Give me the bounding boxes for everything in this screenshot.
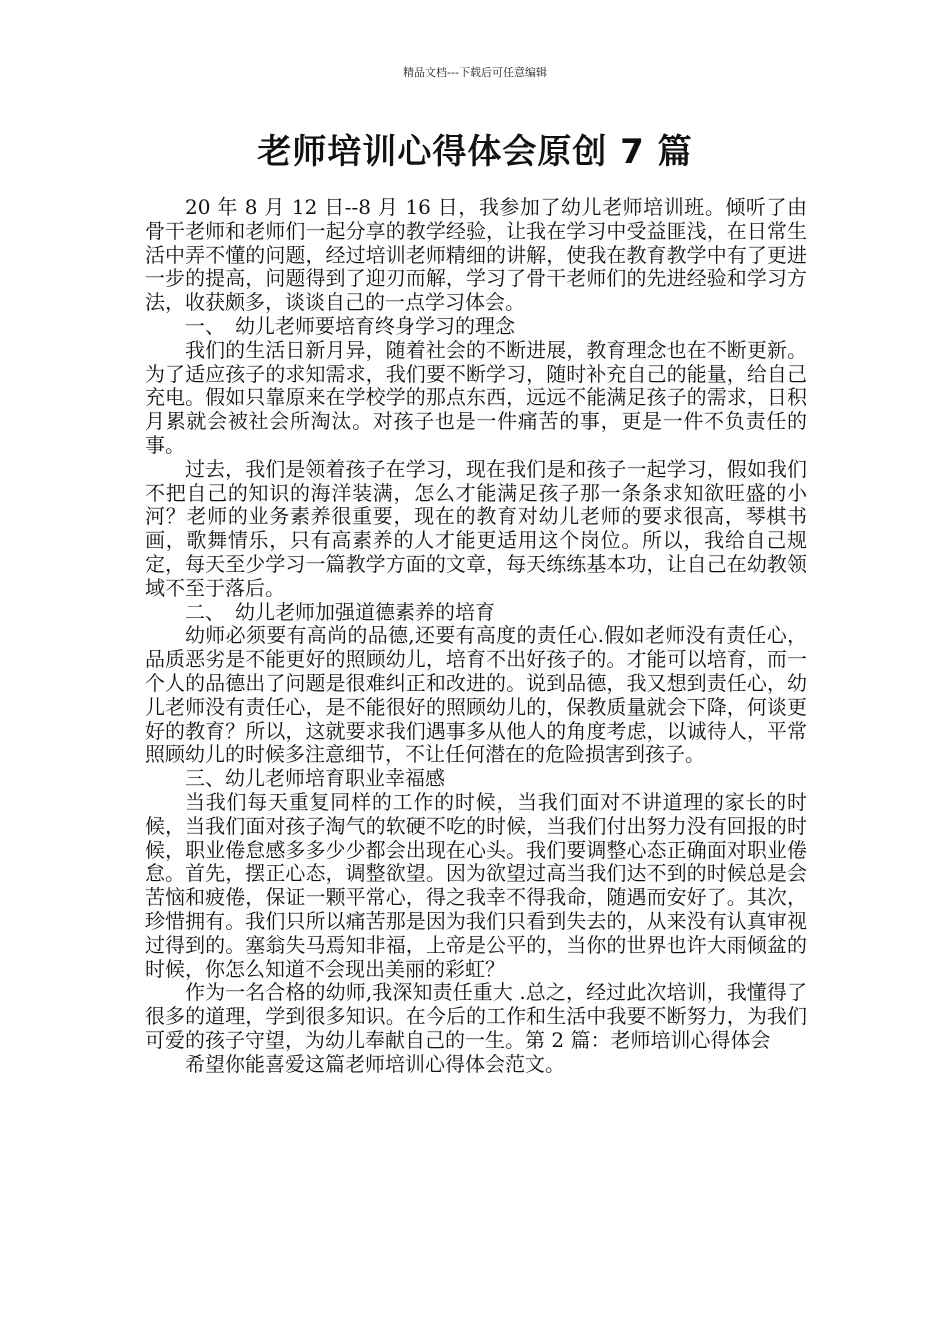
- document-title: 老师培训心得体会原创 7 篇: [257, 132, 693, 172]
- intro-paragraph: 20 年 8 月 12 日--8 月 16 日，我参加了幼儿老师培训班。倾听了由骨干老师和老师们一起分享的教学经验，让我在学习中受益匪浅，在日常生活中弄不懂的问题，经过培训老师精细的讲解，使我在教育教学中有了更进一步的提高，问题得到了迎刃而解，学习了骨干老师们的先进经验和学习方法，收获颇多，谈谈自己的一点学习体会。: [145, 195, 807, 315]
- section-heading-1: 一、 幼儿老师要培育终身学习的理念: [185, 313, 515, 338]
- section-3-paragraph: 当我们每天重复同样的工作的时候，当我们面对不讲道理的家长的时候，当我们面对孩子淘气的软硬不吃的时候，当我们付出努力没有回报的时候，职业倦怠感多多少少都会出现在心头。我们要调整心态正确面对职业倦怠。首先，摆正心态，调整欲望。因为欲望过高当我们达不到的时候总是会苦恼和疲倦，保证一颗平常心，得之我幸不得我命，随遇而安好了。其次，珍惜拥有。我们只所以痛苦那是因为我们只看到失去的，从来没有认真审视过得到的。塞翁失马焉知非福，上帝是公平的，当你的世界也许大雨倾盆的时候，你怎么知道不会现出美丽的彩虹？: [145, 789, 807, 981]
- section-1-paragraph-1: 我们的生活日新月异，随着社会的不断进展，教育理念也在不断更新。为了适应孩子的求知需求，我们要不断学习，随时补充自己的能量，给自己充电。假如只靠原来在学校学的那点东西，远远不能满足孩子的需求，日积月累就会被社会所淘汰。对孩子也是一件痛苦的事，更是一件不负责任的事。: [145, 337, 807, 457]
- page-header-note: 精品文档---下载后可任意编辑: [403, 66, 547, 79]
- conclusion-paragraph: 作为一名合格的幼师,我深知责任重大 .总之，经过此次培训，我懂得了很多的道理，学到很多知识。在今后的工作和生活中我要不断努力，为我们可爱的孩子守望，为幼儿奉献自己的一生。第 2 篇：老师培训心得体会: [145, 980, 807, 1052]
- section-1-paragraph-2: 过去，我们是领着孩子在学习，现在我们是和孩子一起学习，假如我们不把自己的知识的海洋装满，怎么才能满足孩子那一条条求知欲旺盛的小河？老师的业务素养很重要，现在的教育对幼儿老师的要求很高，琴棋书画，歌舞情乐，只有高素养的人才能更适用这个岗位。所以，我给自己规定，每天至少学习一篇教学方面的文章，每天练练基本功，让自己在幼教领域不至于落后。: [145, 456, 807, 600]
- section-heading-2: 二、 幼儿老师加强道德素养的培育: [185, 599, 495, 624]
- closing-paragraph: 希望你能喜爱这篇老师培训心得体会范文。: [185, 1051, 565, 1076]
- section-heading-3: 三、幼儿老师培育职业幸福感: [185, 766, 445, 791]
- section-2-paragraph: 幼师必须要有高尚的品德,还要有高度的责任心.假如老师没有责任心，品质恶劣是不能更好的照顾幼儿，培育不出好孩子的。才能可以培育，而一个人的品德出了问题是很难纠正和改进的。说到品德，我又想到责任心，幼儿老师没有责任心，是不能很好的照顾幼儿的，保教质量就会下降，何谈更好的教育？所以，这就要求我们遇事多从他人的角度考虑，以诚待人，平常照顾幼儿的时候多注意细节，不让任何潜在的危险损害到孩子。: [145, 623, 807, 767]
- document-body: [145, 196, 807, 1076]
